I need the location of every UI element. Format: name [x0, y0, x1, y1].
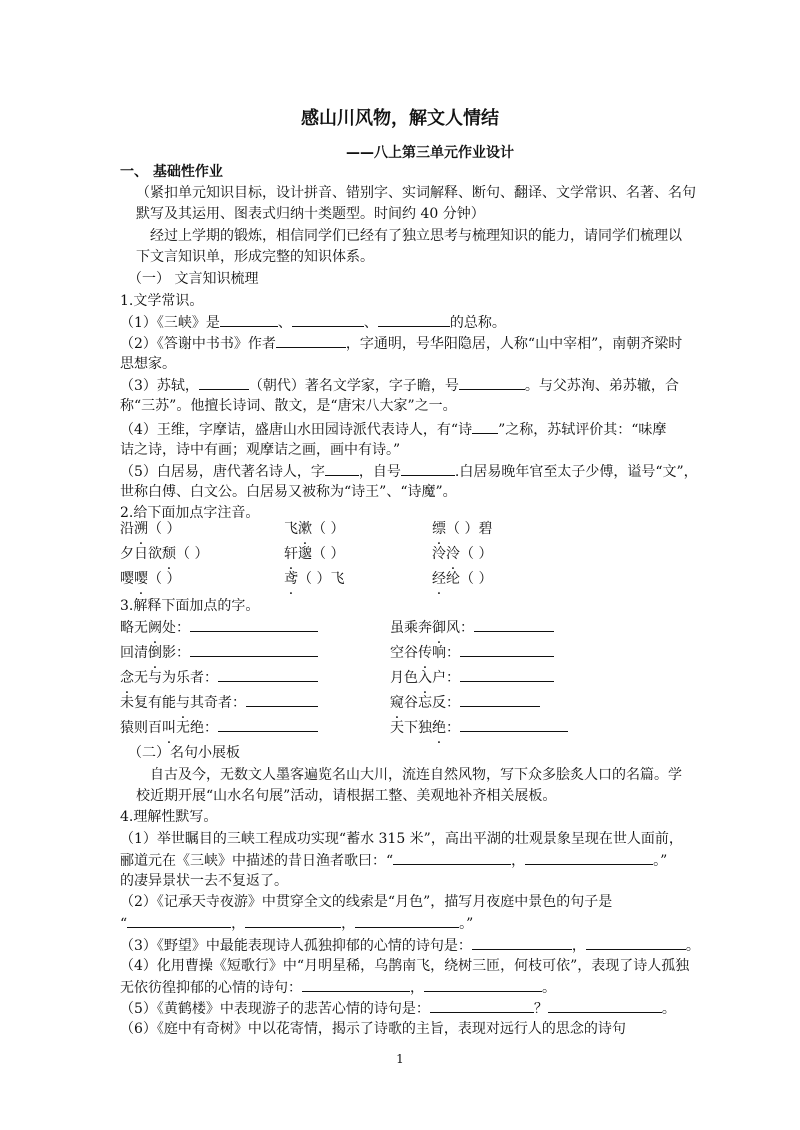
pinyin-item: 经纶（ ） [432, 571, 493, 587]
section1-paragraph-line2: 下文言知识单，形成完整的知识体系。 [136, 249, 374, 265]
section1-intro-line2: 默写及其运用、图表式归纳十类题型。时间约 40 分钟） [136, 206, 485, 222]
answer-blank[interactable] [292, 312, 364, 327]
pinyin-item: 缥（ ）碧 [432, 521, 493, 537]
answer-blank[interactable] [218, 717, 318, 732]
pinyin-item: 夕日欲颓（ ） [120, 546, 209, 562]
q3-heading: 3.解释下面加点的字。 [120, 598, 260, 614]
answer-blank[interactable] [548, 998, 662, 1013]
answer-blank[interactable] [472, 419, 498, 434]
q2-heading: 2.给下面加点字注音。 [120, 505, 260, 521]
q1-heading: 1.文学常识。 [120, 293, 204, 309]
q1-item2-cont: 思想家。 [120, 356, 176, 372]
explain-item: 回清倒影： [120, 642, 318, 663]
q1-item2: （2）《答谢中书书》作者 ，字通明，号华阳隐居，人称“山中宰相”，南朝齐梁时 [120, 333, 682, 354]
q1-item5: （5）白居易，唐代著名诗人，字 ，自号 .白居易晚年官至太子少傅，谥号“文”， [120, 461, 698, 482]
part2-paragraph-line2: 校近期开展“山水名句展”活动，请根据工整、美观地补齐相关展板。 [136, 788, 557, 804]
explain-item: 窥谷忘反： [390, 692, 540, 713]
answer-blank[interactable] [218, 667, 318, 682]
answer-blank[interactable] [246, 692, 318, 707]
answer-blank[interactable] [525, 850, 653, 865]
explain-item: 天下独绝： [390, 717, 568, 738]
answer-blank[interactable] [127, 913, 231, 928]
pinyin-item: 飞漱（ ） [284, 521, 345, 537]
explain-item: 虽乘奔御风： [390, 617, 554, 638]
pinyin-item: 鸢（ ）飞 [284, 571, 345, 587]
document-subtitle: ——八上第三单元作业设计 [346, 145, 514, 161]
q4-item5: （5）《黄鹤楼》中表现游子的悲苦心情的诗句是： ？ 。 [120, 998, 676, 1019]
explain-item: 略无阙处： [120, 617, 318, 638]
q1-item4: （4）王维，字摩诘，盛唐山水田园诗派代表诗人，有“诗 ”之称，苏轼评价其：“味摩 [120, 419, 666, 440]
part2-heading: （二）名句小展板 [128, 745, 240, 761]
part2-paragraph-line1: 自古及今，无数文人墨客遍览名山大川，流连自然风物，写下众多脍炙人口的名篇。学 [150, 767, 682, 783]
answer-blank[interactable] [220, 312, 278, 327]
pinyin-item: 泠泠（ ） [432, 546, 493, 562]
answer-blank[interactable] [459, 375, 525, 390]
answer-blank[interactable] [325, 461, 359, 476]
explain-item: 月色入户： [390, 667, 554, 688]
document-title: 感山川风物，解文人情结 [301, 108, 499, 129]
answer-blank[interactable] [199, 375, 249, 390]
q1-item3-cont: 称“三苏”。他擅长诗词、散文，是“唐宋八大家”之一。 [120, 398, 457, 414]
pinyin-item: 嘤嘤（ ） [120, 571, 181, 587]
answer-blank[interactable] [460, 667, 554, 682]
answer-blank[interactable] [355, 913, 459, 928]
section1-heading: 一、 基础性作业 [120, 164, 223, 180]
q1-item5-cont: 世称白傅、白文公。白居易又被称为“诗王”、“诗魔”。 [120, 484, 457, 500]
q4-heading: 4.理解性默写。 [120, 809, 218, 825]
answer-blank[interactable] [460, 692, 540, 707]
q4-item6: （6）《庭中有奇树》中以花寄情，揭示了诗歌的主旨，表现对远行人的思念的诗句 [120, 1021, 626, 1037]
pinyin-item: 轩邈（ ） [284, 546, 345, 562]
answer-blank[interactable] [472, 935, 572, 950]
explain-item: 未复有能与其奇者： [120, 692, 318, 713]
answer-blank[interactable] [430, 998, 534, 1013]
section1-paragraph-line1: 经过上学期的锻炼，相信同学们已经有了独立思考与梳理知识的能力，请同学们梳理以 [150, 228, 682, 244]
explain-item: 念无与为乐者： [120, 667, 318, 688]
q4-item4-cont: 无依彷徨抑郁的心情的诗句： ， 。 [120, 977, 556, 998]
answer-blank[interactable] [245, 913, 341, 928]
q1-item1: （1）《三峡》是 、 、 的总称。 [120, 312, 506, 333]
answer-blank[interactable] [378, 312, 450, 327]
explain-item: 猿则百叫无绝： [120, 717, 318, 738]
answer-blank[interactable] [460, 717, 568, 732]
answer-blank[interactable] [276, 333, 346, 348]
q4-item1-end: 的凄异景状一去不复返了。 [120, 873, 288, 889]
answer-blank[interactable] [460, 642, 554, 657]
explain-item: 空谷传响： [390, 642, 554, 663]
answer-blank[interactable] [393, 850, 511, 865]
answer-blank[interactable] [401, 461, 455, 476]
answer-blank[interactable] [424, 977, 542, 992]
q4-item2: （2）《记承天寺夜游》中贯穿全文的线索是“月色”，描写月夜庭中景色的句子是 [120, 894, 613, 910]
q1-item3: （3）苏轼， （朝代）著名文学家，字子瞻，号 。与父苏洵、弟苏辙，合 [120, 375, 679, 396]
q4-item3: （3）《野望》中最能表现诗人孤独抑郁的心情的诗句是： ， 。 [120, 935, 700, 956]
q4-item1-cont: 郦道元在《三峡》中描述的昔日渔者歌曰：“ ， 。” [120, 850, 667, 871]
pinyin-item: 沿溯（ ） [120, 521, 181, 537]
page-number: 1 [396, 1052, 404, 1066]
q4-item4: （4）化用曹操《短歌行》中“月明星稀，乌鹊南飞，绕树三匝，何枝可依”，表现了诗人孤独 [120, 958, 690, 974]
answer-blank[interactable] [474, 617, 554, 632]
answer-blank[interactable] [190, 642, 318, 657]
part1-heading: （一） 文言知识梳理 [128, 271, 259, 287]
section1-intro-line1: （紧扣单元知识目标，设计拼音、错别字、实词解释、断句、翻译、文学常识、名著、名句 [136, 185, 696, 201]
q1-item4-cont: 诘之诗，诗中有画；观摩诘之画，画中有诗。” [120, 442, 401, 458]
answer-blank[interactable] [190, 617, 318, 632]
q4-item1: （1）举世瞩目的三峡工程成功实现“蓄水 315 米”，高出平湖的壮观景象呈现在世人面前， [120, 831, 683, 847]
q4-item2-cont: “ ， ， 。” [120, 913, 473, 934]
answer-blank[interactable] [302, 977, 410, 992]
answer-blank[interactable] [586, 935, 686, 950]
